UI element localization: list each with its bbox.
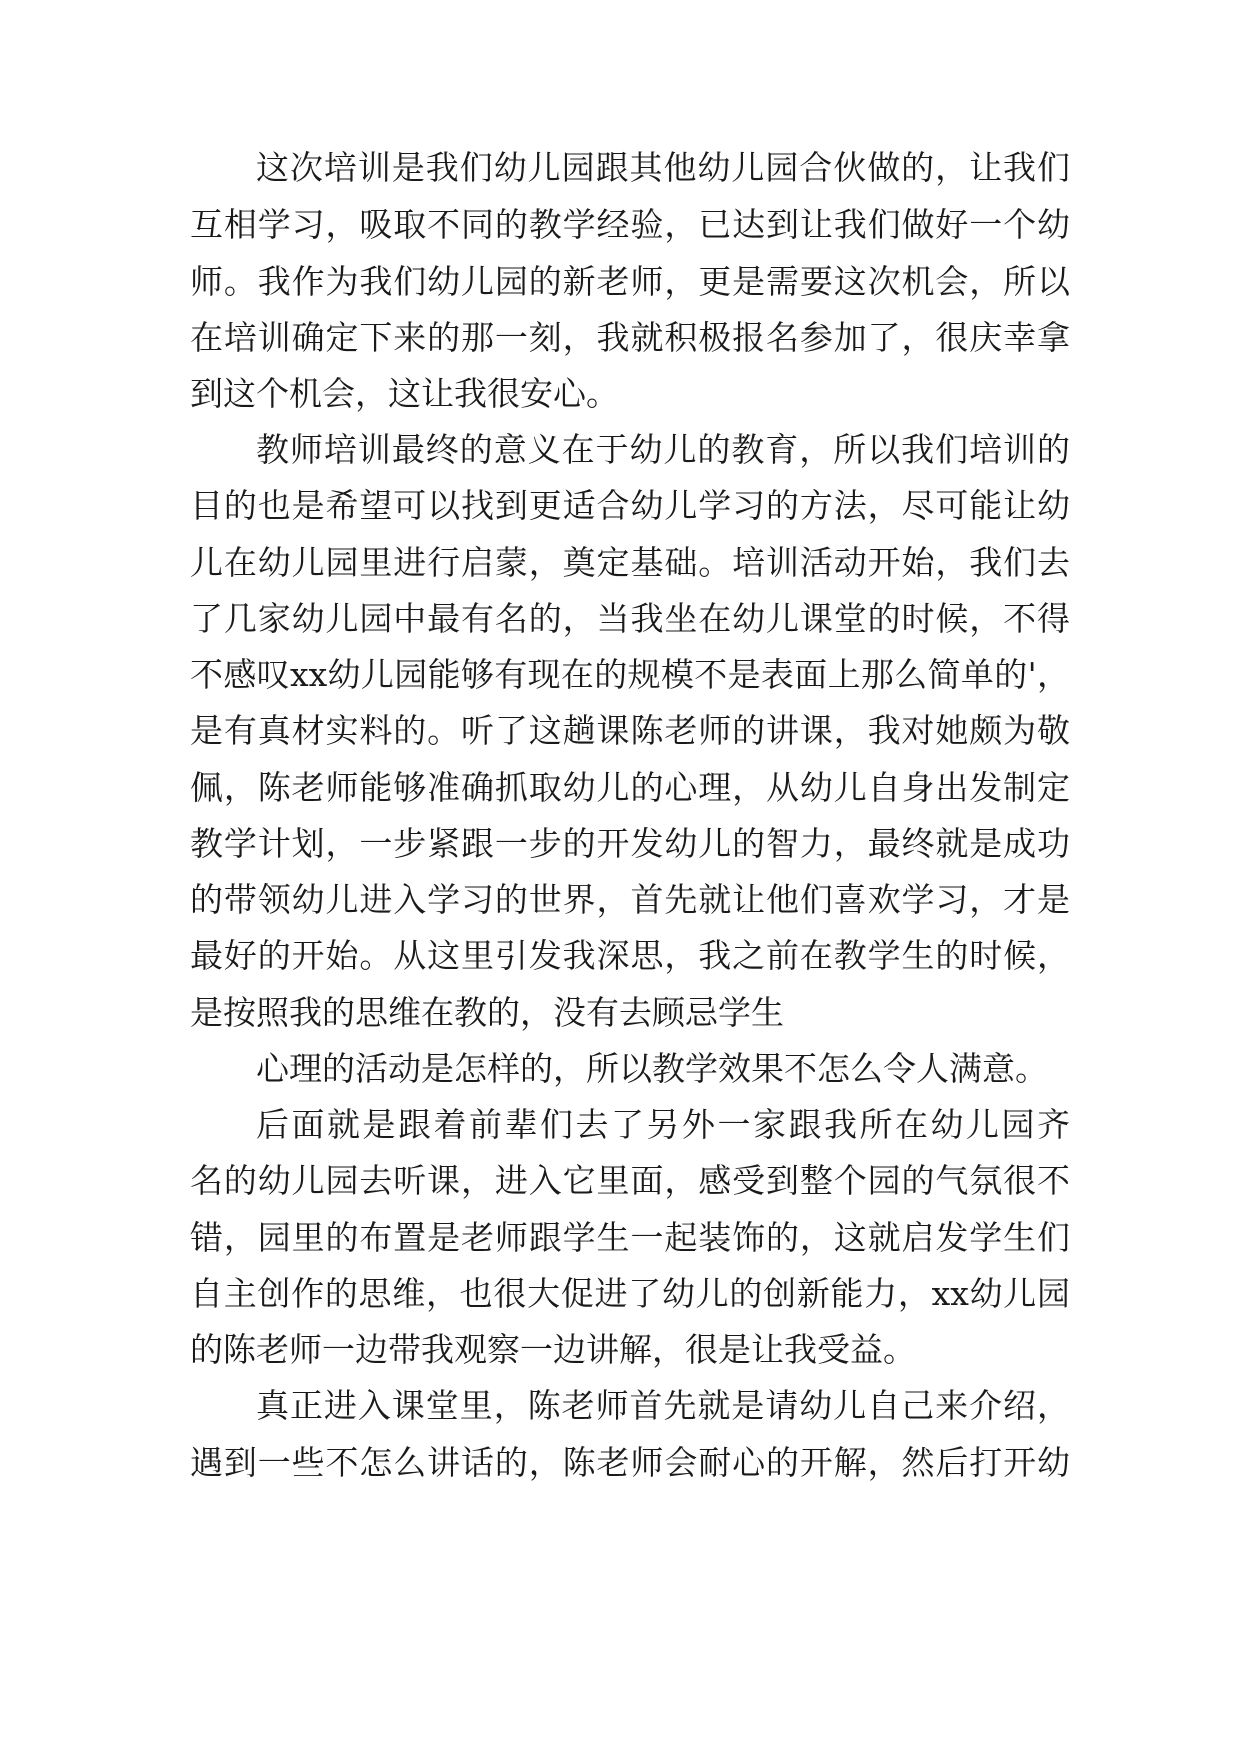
paragraph-2-line-4: 了几家幼儿园中最有名的，当我坐在幼儿课堂的时候，不得 [190, 599, 1070, 638]
paragraph-2-line-1: 教师培训最终的意义在于幼儿的教育，所以我们培训的 [256, 430, 1070, 469]
paragraph-2-line-6: 是有真材实料的。听了这趟课陈老师的讲课，我对她颇为敬 [190, 711, 1070, 750]
paragraph-2-line-5: 不感叹xx幼儿园能够有现在的规模不是表面上那么简单的'， [190, 655, 1070, 694]
paragraph-4-line-5: 的陈老师一边带我观察一边讲解，很是让我受益。 [190, 1330, 916, 1369]
paragraph-4-line-2: 名的幼儿园去听课，进入它里面，感受到整个园的气氛很不 [190, 1161, 1070, 1200]
paragraph-2-line-3: 儿在幼儿园里进行启蒙，奠定基础。培训活动开始，我们去 [190, 543, 1070, 582]
paragraph-2-line-9: 的带领幼儿进入学习的世界，首先就让他们喜欢学习，才是 [190, 880, 1070, 919]
paragraph-2-line-10: 最好的开始。从这里引发我深思，我之前在教学生的时候， [190, 936, 1070, 975]
paragraph-3-line-1: 心理的活动是怎样的，所以教学效果不怎么令人满意。 [256, 1049, 1048, 1088]
paragraph-4-line-1: 后面就是跟着前辈们去了另外一家跟我所在幼儿园齐 [256, 1105, 1070, 1144]
paragraph-2-line-11: 是按照我的思维在教的，没有去顾忌学生 [190, 993, 784, 1032]
paragraph-4-line-4: 自主创作的思维，也很大促进了幼儿的创新能力，xx幼儿园 [190, 1274, 1070, 1313]
paragraph-5-line-2: 遇到一些不怎么讲话的，陈老师会耐心的开解，然后打开幼 [190, 1443, 1070, 1482]
paragraph-1-line-2: 互相学习，吸取不同的教学经验，已达到让我们做好一个幼 [190, 205, 1070, 244]
paragraph-1-line-5: 到这个机会，这让我很安心。 [190, 374, 619, 413]
paragraph-2-line-8: 教学计划，一步紧跟一步的开发幼儿的智力，最终就是成功 [190, 824, 1070, 863]
paragraph-2-line-2: 目的也是希望可以找到更适合幼儿学习的方法，尽可能让幼 [190, 486, 1070, 525]
paragraph-1-line-4: 在培训确定下来的那一刻，我就积极报名参加了，很庆幸拿 [190, 318, 1070, 357]
paragraph-1-line-3: 师。我作为我们幼儿园的新老师，更是需要这次机会，所以 [190, 262, 1070, 301]
paragraph-5-line-1: 真正进入课堂里，陈老师首先就是请幼儿自己来介绍， [256, 1386, 1070, 1425]
paragraph-2-line-7: 佩，陈老师能够准确抓取幼儿的心理，从幼儿自身出发制定 [190, 768, 1070, 807]
paragraph-1-line-1: 这次培训是我们幼儿园跟其他幼儿园合伙做的，让我们 [256, 148, 1070, 187]
paragraph-4-line-3: 错，园里的布置是老师跟学生一起装饰的，这就启发学生们 [190, 1218, 1070, 1257]
